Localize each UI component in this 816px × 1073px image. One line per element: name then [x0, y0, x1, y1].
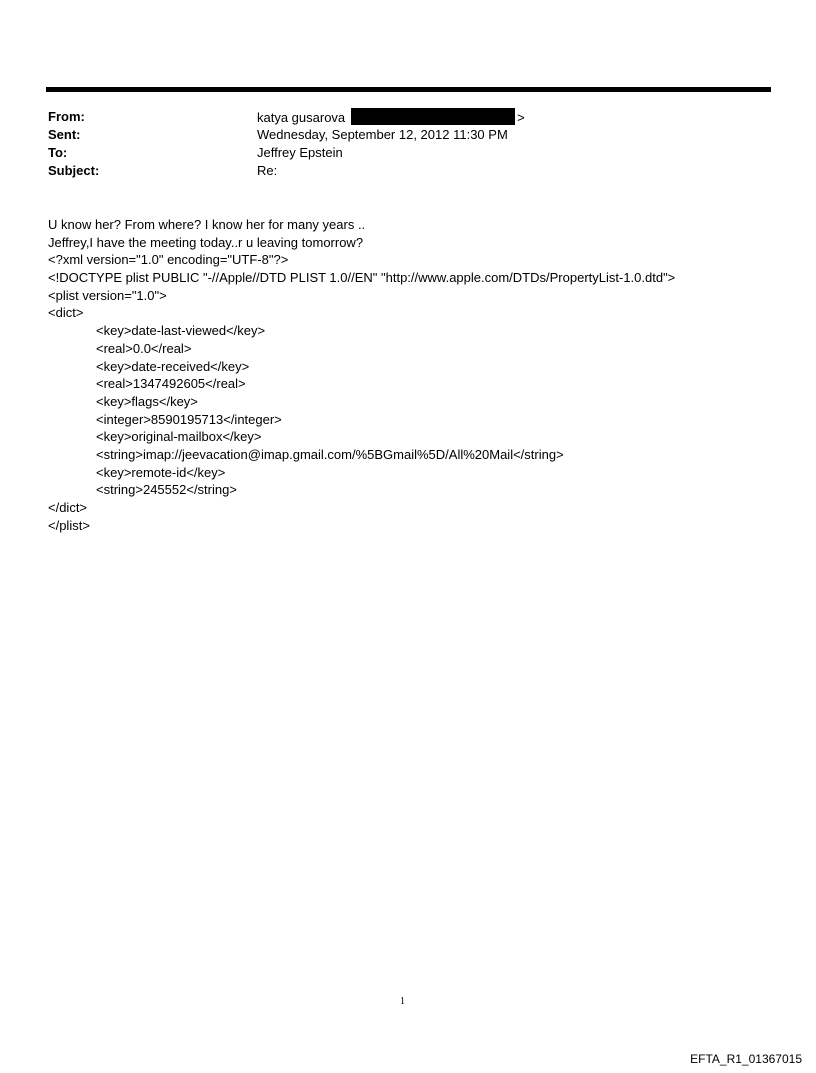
- header-rule: [46, 87, 771, 92]
- from-name: katya gusarova: [257, 110, 346, 125]
- body-line: <plist version="1.0">: [48, 287, 167, 303]
- redaction-block: [351, 108, 515, 125]
- email-body: [48, 216, 675, 534]
- body-line: <key>date-last-viewed</key>: [96, 323, 266, 339]
- subject-value: Re:: [257, 163, 278, 178]
- body-line: </dict>: [48, 500, 88, 515]
- body-line: <real>0.0</real>: [96, 340, 192, 356]
- body-line: <string>245552</string>: [96, 482, 237, 498]
- sent-label: Sent:: [48, 127, 81, 142]
- body-line: <key>date-received</key>: [96, 358, 250, 374]
- body-line: <key>flags</key>: [96, 393, 198, 409]
- body-line: <integer>8590195713</integer>: [96, 411, 282, 427]
- body-line: </plist>: [48, 517, 90, 533]
- bates-number: EFTA_R1_01367015: [690, 1052, 802, 1066]
- from-value: [257, 108, 525, 127]
- body-line: <key>remote-id</key>: [96, 464, 226, 480]
- body-line: <?xml version="1.0" encoding="UTF-8"?>: [48, 252, 289, 268]
- to-label: To:: [48, 145, 68, 160]
- body-line: U know her? From where? I know her for many years ..: [48, 217, 366, 232]
- body-line: <string>imap://jeevacation@imap.gmail.com/%5BGmail%5D/All%20Mail</string>: [96, 446, 564, 462]
- sent-value: Wednesday, September 12, 2012 11:30 PM: [257, 127, 508, 142]
- from-label: From:: [48, 109, 85, 124]
- from-suffix: >: [517, 110, 525, 125]
- body-line: <!DOCTYPE plist PUBLIC "-//Apple//DTD PLIST 1.0//EN" "http://www.apple.com/DTDs/PropertyList-1.0.dtd">: [48, 270, 676, 286]
- body-line: Jeffrey,I have the meeting today..r u leaving tomorrow?: [48, 234, 364, 250]
- body-line: <dict>: [48, 305, 84, 321]
- to-value: Jeffrey Epstein: [257, 145, 343, 160]
- body-line: <real>1347492605</real>: [96, 376, 246, 392]
- body-line: <key>original-mailbox</key>: [96, 429, 262, 445]
- subject-label: Subject:: [48, 163, 100, 178]
- page-number: 1: [400, 996, 405, 1007]
